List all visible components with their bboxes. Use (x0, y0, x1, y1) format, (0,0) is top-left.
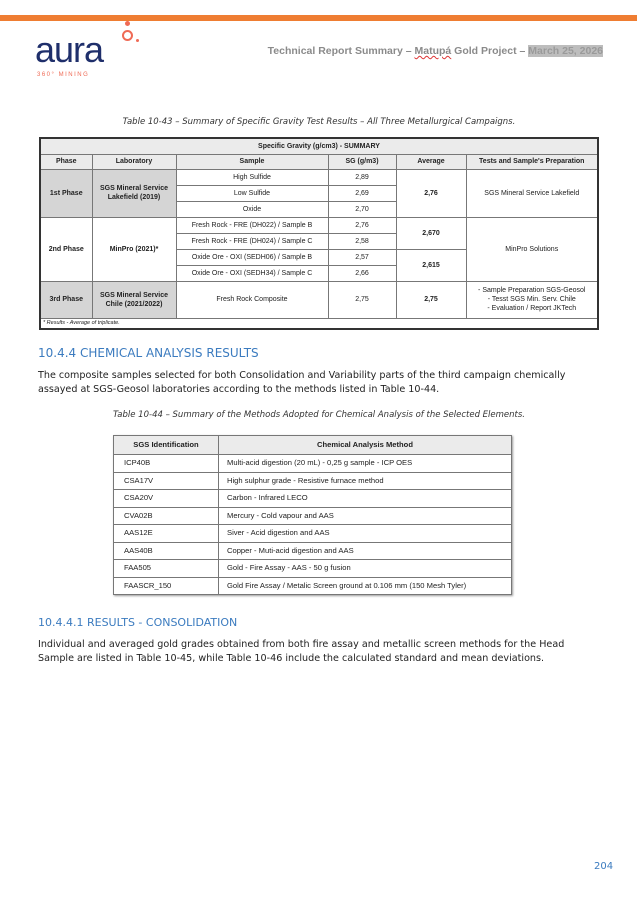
sg-cell: 2,58 (328, 233, 396, 249)
section-heading: 10.4.4 CHEMICAL ANALYSIS RESULTS (38, 346, 259, 360)
col-header: Sample (176, 154, 328, 169)
sgs-id-cell: FAA505 (114, 560, 219, 578)
sgs-id-cell: FAASCR_150 (114, 577, 219, 595)
table-title: Specific Gravity (g/cm3) - SUMMARY (40, 138, 598, 154)
sg-cell: 2,76 (328, 217, 396, 233)
sample-cell: High Sulfide (176, 169, 328, 185)
logo-dot (125, 21, 130, 26)
chemical-methods-table (113, 435, 512, 595)
paragraph: Individual and averaged gold grades obtained from both fire assay and metallic screen methods for the Head Sample are listed in Table 10-45, while Table 10-46 include the calculated standard and mean deviations. (38, 639, 565, 664)
tests-line: - Evaluation / Report JKTech (487, 305, 577, 312)
table-row (40, 169, 598, 185)
col-header: Tests and Sample's Preparation (466, 154, 598, 169)
table-row (114, 472, 512, 490)
sg-cell: 2,75 (328, 281, 396, 318)
specific-gravity-table (39, 137, 599, 330)
sgs-id-cell: CSA17V (114, 472, 219, 490)
lab-cell: MinPro (2021)* (92, 217, 176, 281)
phase-cell: 1st Phase (40, 169, 92, 217)
average-cell: 2,75 (396, 281, 466, 318)
running-header (268, 45, 603, 58)
sg-cell: 2,66 (328, 265, 396, 281)
method-cell: Gold - Fire Assay - AAS - 50 g fusion (219, 560, 512, 578)
sg-cell: 2,70 (328, 201, 396, 217)
lab-cell: SGS Mineral Service Chile (2021/2022) (92, 281, 176, 318)
method-cell: High sulphur grade - Resistive furnace method (219, 472, 512, 490)
table-row (114, 577, 512, 595)
sample-cell: Oxide (176, 201, 328, 217)
page-body (38, 116, 600, 666)
page-number: 204 (594, 861, 614, 872)
table-row (114, 542, 512, 560)
tests-cell: SGS Mineral Service Lakefield (466, 169, 598, 217)
phase-cell: 3rd Phase (40, 281, 92, 318)
method-cell: Mercury - Cold vapour and AAS (219, 507, 512, 525)
tests-line: - Sample Preparation SGS-Geosol (478, 287, 586, 294)
header-date: March 25, 2026 (528, 45, 603, 57)
tests-cell: MinPro Solutions (466, 217, 598, 281)
sample-cell: Oxide Ore - OXI (SEDH06) / Sample B (176, 249, 328, 265)
sgs-id-cell: CSA20V (114, 490, 219, 508)
sample-cell: Fresh Rock Composite (176, 281, 328, 318)
table-row (40, 217, 598, 233)
logo-tagline: 360° MINING (37, 72, 90, 78)
table-row (114, 455, 512, 473)
sample-cell: Oxide Ore - OXI (SEDH34) / Sample C (176, 265, 328, 281)
method-cell: Siver - Acid digestion and AAS (219, 525, 512, 543)
subsection-heading: 10.4.4.1 RESULTS - CONSOLIDATION (38, 616, 238, 629)
header-accent-bar (0, 15, 637, 21)
sample-cell: Fresh Rock - FRE (DH022) / Sample B (176, 217, 328, 233)
col-header: Laboratory (92, 154, 176, 169)
table-footnote: * Results - Average of triplicate. (40, 318, 598, 329)
logo-dot-small (136, 39, 139, 42)
aura-logo (35, 22, 145, 82)
col-header: Average (396, 154, 466, 169)
col-header: Chemical Analysis Method (219, 436, 512, 455)
header-project: Matupá (414, 45, 452, 57)
header-text: Technical Report Summary – (267, 45, 415, 57)
average-cell: 2,670 (396, 217, 466, 249)
sample-cell: Fresh Rock - FRE (DH024) / Sample C (176, 233, 328, 249)
method-cell: Copper - Muti-acid digestion and AAS (219, 542, 512, 560)
logo-ring (122, 30, 133, 41)
table-row (114, 560, 512, 578)
phase-cell: 2nd Phase (40, 217, 92, 281)
table-row (114, 507, 512, 525)
sgs-id-cell: CVA02B (114, 507, 219, 525)
col-header: SG (g/m3) (328, 154, 396, 169)
table-row (114, 490, 512, 508)
table-row (40, 281, 598, 318)
method-cell: Gold Fire Assay / Metalic Screen ground at 0.106 mm (150 Mesh Tyler) (219, 577, 512, 595)
paragraph: The composite samples selected for both Consolidation and Variability parts of the third campaign chemically assayed at SGS-Geosol laboratories according to the methods listed in Table 10-44. (38, 370, 566, 395)
col-header: Phase (40, 154, 92, 169)
logo-word: aura (35, 29, 104, 70)
average-cell: 2,76 (396, 169, 466, 217)
sgs-id-cell: ICP40B (114, 455, 219, 473)
method-cell: Carbon - Infrared LECO (219, 490, 512, 508)
sg-cell: 2,57 (328, 249, 396, 265)
method-cell: Multi-acid digestion (20 mL) - 0,25 g sample - ICP OES (219, 455, 512, 473)
table-caption: Table 10-44 – Summary of the Methods Adopted for Chemical Analysis of the Selected Elements. (112, 410, 526, 420)
sg-cell: 2,89 (328, 169, 396, 185)
sgs-id-cell: AAS40B (114, 542, 219, 560)
lab-cell: SGS Mineral Service Lakefield (2019) (92, 169, 176, 217)
table-row (114, 525, 512, 543)
col-header: SGS Identification (114, 436, 219, 455)
tests-line: - Tesst SGS Min. Serv. Chile (487, 296, 576, 303)
tests-cell (466, 281, 598, 318)
sample-cell: Low Sulfide (176, 185, 328, 201)
sgs-id-cell: AAS12E (114, 525, 219, 543)
header-text: Gold Project – (451, 45, 529, 57)
table-caption: Table 10-43 – Summary of Specific Gravity Test Results – All Three Metallurgical Campaigns. (122, 117, 516, 127)
average-cell: 2,615 (396, 249, 466, 281)
sg-cell: 2,69 (328, 185, 396, 201)
